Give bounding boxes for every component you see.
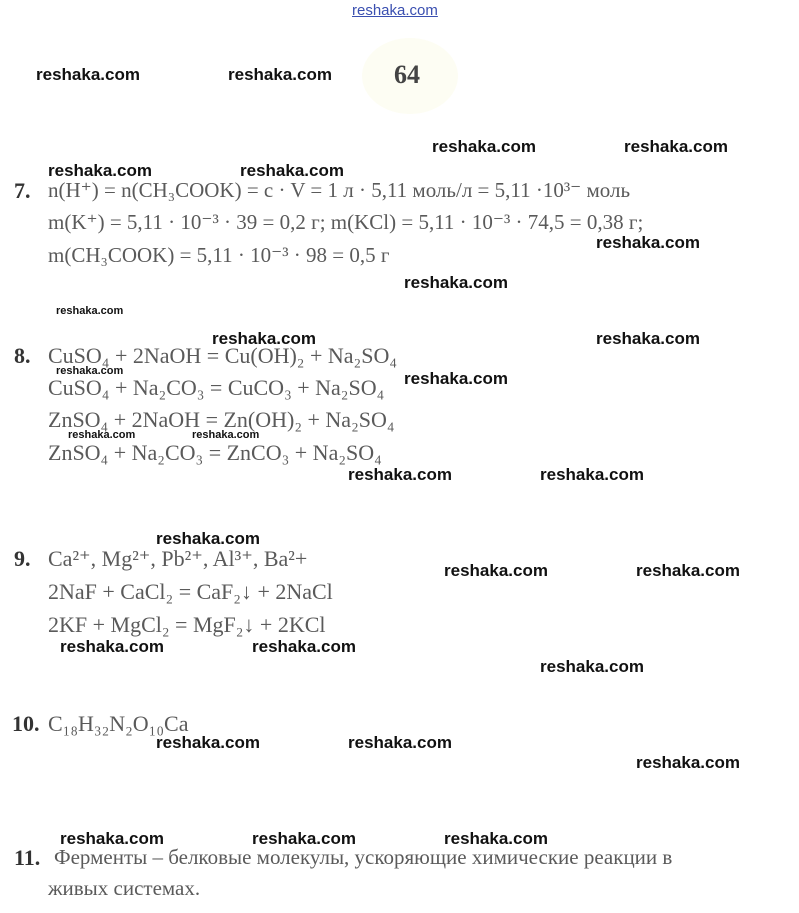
watermark: reshaka.com [540, 465, 644, 484]
problem-7-line-1: n(H⁺) = n(CH₃COOK) = c · V = 1 л · 5,11 моль/л = 5,11 ·10³⁻ моль [48, 178, 631, 202]
problem-9-line-1: Ca²⁺, Mg²⁺, Pb²⁺, Al³⁺, Ba²+ [48, 546, 308, 571]
watermark: reshaka.com [60, 829, 164, 848]
problem-10-line-1: C₁₈H₃₂N₂O₁₀Ca [48, 711, 189, 736]
watermark: reshaka.com [636, 561, 740, 580]
problem-8-line-4: ZnSO₄ + Na₂CO₃ = ZnCO₃ + Na₂SO₄ [48, 440, 382, 465]
watermark: reshaka.com [432, 137, 536, 156]
watermark: reshaka.com [444, 829, 548, 848]
watermark: reshaka.com [56, 365, 124, 377]
watermark: reshaka.com [624, 137, 728, 156]
watermark: reshaka.com [404, 369, 508, 388]
watermark: reshaka.com [444, 561, 548, 580]
problem-8-line-1: CuSO₄ + 2NaOH = Cu(OH)₂ + Na₂SO₄ [48, 343, 398, 368]
problem-11-line-2: живых системах. [48, 876, 201, 900]
watermark: reshaka.com [540, 657, 644, 676]
watermark: reshaka.com [348, 465, 452, 484]
watermark: reshaka.com [60, 637, 164, 656]
watermark: reshaka.com [156, 733, 260, 752]
watermark: reshaka.com [596, 329, 700, 348]
problem-9-line-3: 2KF + MgCl₂ = MgF₂↓ + 2KCl [48, 612, 326, 637]
watermark: reshaka.com [48, 161, 152, 180]
watermark: reshaka.com [156, 529, 260, 548]
watermark: reshaka.com [212, 329, 316, 348]
site-link[interactable]: reshaka.com [352, 2, 438, 19]
problem-8-number: 8. [14, 343, 31, 368]
problem-8-line-3: ZnSO₄ + 2NaOH = Zn(OH)₂ + Na₂SO₄ [48, 407, 395, 432]
watermark: reshaka.com [56, 305, 124, 317]
problem-7-line-2: m(K⁺) = 5,11 · 10⁻³ · 39 = 0,2 г; m(KCl) = 5,11 · 10⁻³ · 74,5 = 0,38 г; [48, 210, 644, 234]
watermark: reshaka.com [228, 65, 332, 84]
problem-11-line-1: Ферменты – белковые молекулы, ускоряющие химические реакции в [54, 845, 673, 869]
problem-11-number: 11. [14, 845, 41, 870]
problem-9-line-2: 2NaF + CaCl₂ = CaF₂↓ + 2NaCl [48, 579, 333, 604]
watermark: reshaka.com [348, 733, 452, 752]
watermark: reshaka.com [192, 429, 260, 441]
watermark: reshaka.com [596, 233, 700, 252]
problem-9-number: 9. [14, 546, 31, 571]
watermark: reshaka.com [68, 429, 136, 441]
watermark: reshaka.com [252, 829, 356, 848]
watermark: reshaka.com [36, 65, 140, 84]
problem-8-line-2: CuSO₄ + Na₂CO₃ = CuCO₃ + Na₂SO₄ [48, 375, 385, 400]
problem-10-number: 10. [12, 711, 40, 736]
page-number: 64 [394, 60, 420, 89]
watermark: reshaka.com [240, 161, 344, 180]
watermark: reshaka.com [252, 637, 356, 656]
watermark: reshaka.com [404, 273, 508, 292]
problem-7-number: 7. [14, 178, 31, 203]
watermark: reshaka.com [636, 753, 740, 772]
problem-7-line-3: m(CH₃COOK) = 5,11 · 10⁻³ · 98 = 0,5 г [48, 243, 390, 267]
